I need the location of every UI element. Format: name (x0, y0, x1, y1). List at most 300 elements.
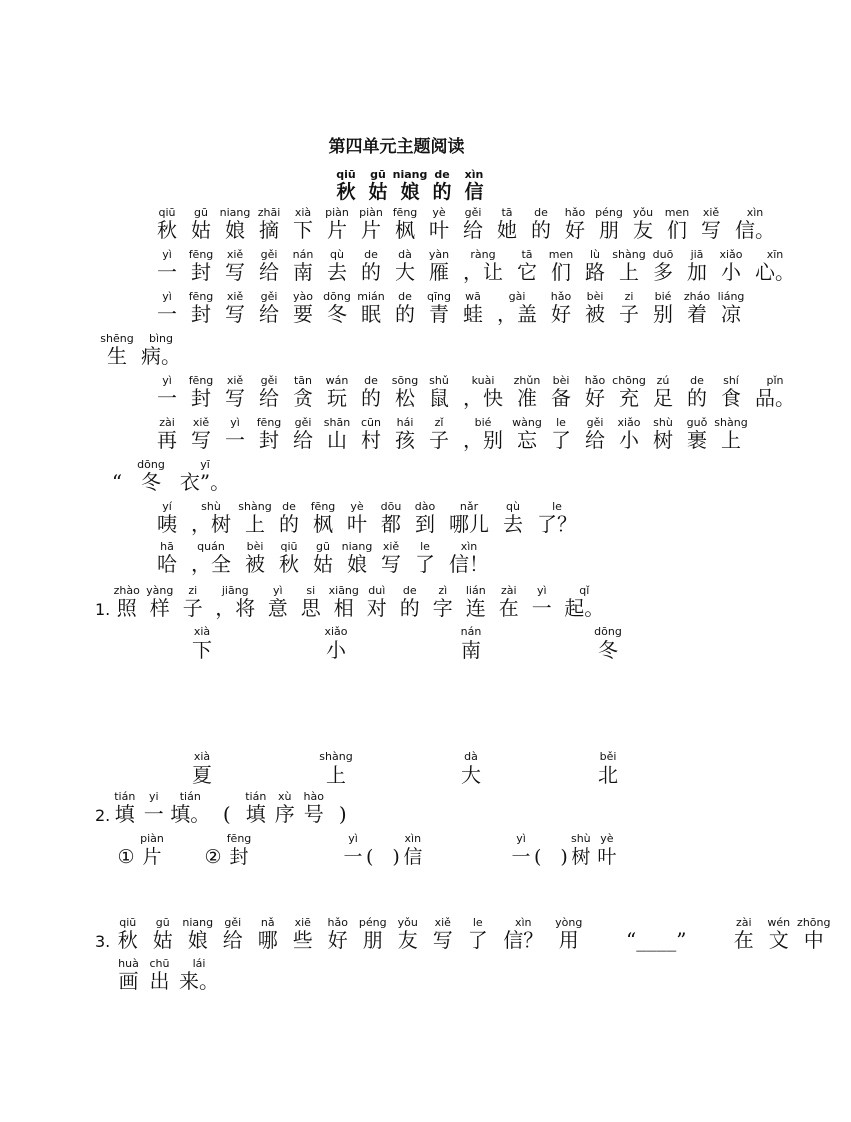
pinyin: wàng (512, 416, 542, 429)
hanzi: 充 (619, 386, 639, 410)
pinyin: yòng (555, 916, 583, 929)
hanzi: 友 (397, 928, 418, 952)
hanzi: 她 (497, 218, 517, 242)
pinyin: dōu (380, 500, 402, 513)
pinyin: gěi (260, 290, 278, 303)
hanzi: 封 (229, 846, 249, 868)
hanzi: 再 (157, 428, 177, 452)
pinyin: pǐn (766, 374, 784, 387)
pinyin: bié (474, 416, 492, 429)
pinyin: yè (350, 500, 364, 513)
pinyin: dào (414, 500, 436, 513)
pinyin: yì (162, 290, 172, 303)
hanzi: 填。 (170, 802, 211, 826)
pinyin: yī (200, 458, 210, 471)
pinyin: shàng (238, 500, 272, 513)
hanzi: 子 (429, 428, 449, 452)
hanzi: 姑 (368, 181, 388, 203)
pinyin: yì (230, 416, 240, 429)
pinyin: péng (595, 206, 623, 219)
hanzi: 信。 (735, 218, 775, 242)
hanzi: 了？ (537, 512, 577, 536)
pinyin: zhōng (797, 916, 831, 929)
pinyin: qù (506, 500, 520, 513)
hanzi: 备 (551, 386, 571, 410)
char-token (134, 332, 188, 376)
hanzi: 字 (432, 596, 453, 620)
pinyin: shàng (319, 750, 353, 763)
hanzi: 心。 (755, 260, 795, 284)
hanzi: 凉 (721, 302, 741, 326)
hanzi: 照 (116, 596, 137, 620)
char-token (366, 832, 400, 869)
fill-item (200, 832, 252, 869)
pinyin: xīn (766, 248, 784, 261)
hanzi: ，将 (215, 596, 256, 620)
pinyin: le (552, 500, 562, 513)
hanzi: 摘 (259, 218, 279, 242)
pinyin: zú (656, 374, 670, 387)
hanzi: 上 (619, 260, 639, 284)
pinyin: jiāng (221, 584, 249, 597)
pinyin: cūn (361, 416, 381, 429)
hanzi: 生 (107, 344, 127, 368)
question-3-line-2 (113, 957, 223, 1001)
hanzi: 封 (259, 428, 279, 452)
char-token (340, 832, 366, 869)
pinyin (113, 832, 139, 845)
pinyin: de (402, 584, 417, 597)
hanzi: 一 (511, 846, 531, 868)
pinyin: bìng (149, 332, 173, 345)
hanzi: 填 (114, 802, 135, 826)
pinyin: fēng (226, 832, 252, 845)
hanzi: 封 (191, 302, 211, 326)
page-title: 第四单元主题阅读 (328, 137, 465, 157)
hanzi: ，别 (463, 428, 503, 452)
pinyin: de (364, 374, 378, 387)
hanzi: 冬 (598, 638, 618, 662)
pinyin: fēng (188, 248, 214, 261)
match-char (578, 625, 638, 662)
char-token (200, 832, 226, 869)
hanzi: 要 (293, 302, 313, 326)
hanzi: 加 (687, 260, 707, 284)
pinyin: hǎo (550, 290, 572, 303)
pinyin: yì (348, 832, 358, 845)
hanzi: 一 (143, 802, 164, 826)
char-token (748, 374, 802, 418)
hanzi: 友 (633, 218, 653, 242)
pinyin: dōng (323, 290, 351, 303)
hanzi: 冬 (327, 302, 347, 326)
hanzi: 封 (191, 260, 211, 284)
hanzi: 下 (192, 638, 212, 662)
hanzi: ，全 (191, 552, 231, 576)
hanzi: 片 (327, 218, 347, 242)
pinyin: fēng (188, 374, 214, 387)
hanzi: 娘 (187, 928, 208, 952)
hanzi: “ (111, 470, 123, 494)
pinyin: hào (303, 790, 324, 803)
pinyin: gài (508, 290, 526, 303)
hanzi: 姑 (313, 552, 333, 576)
hanzi: 小 (619, 428, 639, 452)
pinyin: qiū (119, 916, 137, 929)
pinyin: ràng (470, 248, 496, 261)
match-char (306, 750, 366, 787)
pinyin: de (434, 168, 450, 181)
pinyin: dà (398, 248, 412, 261)
pinyin: si (306, 584, 316, 597)
char-token (442, 540, 496, 584)
pinyin: yè (600, 832, 614, 845)
hanzi: 枫 (395, 218, 415, 242)
char-token (551, 916, 586, 960)
pinyin: gěi (464, 206, 482, 219)
pinyin: de (690, 374, 704, 387)
char-token (748, 248, 802, 292)
hanzi: 一 (157, 386, 177, 410)
hanzi: 信 (403, 846, 423, 868)
pinyin: shù (201, 500, 221, 513)
pinyin: le (472, 916, 483, 929)
hanzi: ) (338, 802, 347, 826)
paragraph-line (150, 248, 802, 292)
hanzi: 大 (395, 260, 415, 284)
hanzi: 上 (245, 512, 265, 536)
pinyin: yǒu (632, 206, 654, 219)
hanzi: ，盖 (497, 302, 537, 326)
char-token (568, 832, 594, 869)
pinyin: yàn (428, 248, 450, 261)
hanzi: 们 (667, 218, 687, 242)
pinyin: bié (654, 290, 672, 303)
pinyin: zi (624, 290, 634, 303)
hanzi: 了 (551, 428, 571, 452)
pinyin: xiě (192, 416, 210, 429)
hanzi: 叶 (597, 846, 617, 868)
pinyin: wán (325, 374, 349, 387)
char-token (168, 790, 212, 834)
pinyin: chōng (612, 374, 646, 387)
pinyin: qǐ (579, 584, 590, 597)
hanzi: 写 (191, 428, 211, 452)
hanzi: 写 (225, 260, 245, 284)
pinyin: zi (188, 584, 198, 597)
pinyin: chū (149, 957, 170, 970)
pinyin: shēng (100, 332, 134, 345)
hanzi: 了 (467, 928, 488, 952)
pinyin: zhǔn (513, 374, 541, 387)
hanzi: 用 (558, 928, 579, 952)
hanzi: 南 (293, 260, 313, 284)
match-char (441, 625, 501, 662)
hanzi: 娘 (347, 552, 367, 576)
hanzi: 玩 (327, 386, 347, 410)
question-2 (95, 790, 357, 834)
pinyin: shù (653, 416, 673, 429)
paragraph-line (150, 206, 782, 250)
paragraph-line (150, 290, 748, 334)
pinyin: xià (294, 206, 312, 219)
char-token (226, 832, 252, 869)
fill-item (340, 832, 426, 869)
hanzi: 哈 (157, 552, 177, 576)
pinyin: xiǎo (324, 625, 348, 638)
hanzi: 多 (653, 260, 673, 284)
hanzi: 上 (326, 763, 346, 787)
hanzi: 的 (361, 386, 381, 410)
pinyin: gū (370, 168, 386, 181)
pinyin: gěi (260, 374, 278, 387)
hanzi: 写 (381, 552, 401, 576)
pinyin: niang (219, 206, 251, 219)
hanzi: 娘 (225, 218, 245, 242)
char-token (586, 916, 726, 960)
pinyin: bèi (552, 374, 570, 387)
pinyin: bèi (246, 540, 264, 553)
pinyin: yì (162, 374, 172, 387)
char-token (728, 206, 782, 250)
pinyin: běi (599, 750, 617, 763)
pinyin: zhào (113, 584, 140, 597)
pinyin: piàn (359, 206, 383, 219)
hanzi: 被 (585, 302, 605, 326)
pinyin: qiū (280, 540, 298, 553)
pinyin: piàn (140, 832, 164, 845)
question-number: 2. (95, 806, 111, 825)
pinyin: dōng (137, 458, 165, 471)
pinyin: zài (735, 916, 752, 929)
pinyin: sōng (391, 374, 419, 387)
pinyin: yǒu (397, 916, 418, 929)
pinyin: qiū (158, 206, 176, 219)
match-char (578, 750, 638, 787)
hanzi: 忘 (517, 428, 537, 452)
pinyin: yì (516, 832, 526, 845)
hanzi: 出 (149, 969, 170, 993)
char-token (139, 832, 165, 869)
pinyin: hā (160, 540, 174, 553)
pinyin: gěi (586, 416, 604, 429)
hanzi: 给 (463, 218, 483, 242)
hanzi: 树 (653, 428, 673, 452)
pinyin: yi (148, 790, 159, 803)
hanzi: 了 (415, 552, 435, 576)
hanzi: 的 (399, 596, 420, 620)
char-token (534, 832, 568, 869)
pinyin: zǐ (434, 416, 444, 429)
pinyin: de (534, 206, 548, 219)
char-token (796, 916, 831, 960)
hanzi: 娘 (400, 181, 420, 203)
hanzi: 秋 (279, 552, 299, 576)
pinyin: xiě (226, 374, 244, 387)
hanzi: ( ) (534, 846, 568, 868)
hanzi: 病。 (141, 344, 181, 368)
hanzi: ② (204, 846, 222, 868)
pinyin: nǎr (459, 500, 479, 513)
pinyin: quán (197, 540, 225, 553)
hanzi: “____” (626, 928, 687, 952)
hanzi: 连 (465, 596, 486, 620)
hanzi: 给 (259, 386, 279, 410)
pinyin: xù (278, 790, 292, 803)
hanzi: 姑 (152, 928, 173, 952)
hanzi: 枫 (313, 512, 333, 536)
hanzi: 北 (598, 763, 618, 787)
hanzi: 树 (571, 846, 591, 868)
paragraph-line (150, 374, 802, 418)
hanzi: 去 (327, 260, 347, 284)
pinyin: yì (162, 248, 172, 261)
pinyin: de (282, 500, 296, 513)
pinyin: men (548, 248, 574, 261)
hanzi: 着 (687, 302, 707, 326)
hanzi: 好 (327, 928, 348, 952)
hanzi: 序 (274, 802, 295, 826)
hanzi: 山 (327, 428, 347, 452)
pinyin: niang (182, 916, 214, 929)
hanzi: 它 (517, 260, 537, 284)
hanzi: 青 (429, 302, 449, 326)
hanzi: 思 (300, 596, 321, 620)
pinyin: shù (570, 832, 591, 845)
hanzi: 大 (461, 763, 481, 787)
hanzi: 哪儿 (449, 512, 489, 536)
match-char (441, 750, 501, 787)
paragraph-line (150, 500, 584, 544)
pinyin: men (664, 206, 690, 219)
hanzi: 的 (687, 386, 707, 410)
match-char (306, 625, 366, 662)
hanzi: 秋 (117, 928, 138, 952)
pinyin: qù (330, 248, 344, 261)
hanzi: ，快 (463, 386, 503, 410)
hanzi: 一 (157, 302, 177, 326)
pinyin: hái (396, 416, 414, 429)
pinyin: hǎo (584, 374, 606, 387)
hanzi: 品。 (755, 386, 795, 410)
hanzi: 朋 (599, 218, 619, 242)
pinyin: yí (162, 500, 172, 513)
hanzi: 们 (551, 260, 571, 284)
pinyin: xiǎo (719, 248, 743, 261)
hanzi: 路 (585, 260, 605, 284)
hanzi: 中 (803, 928, 824, 952)
paragraph-line (100, 458, 242, 502)
hanzi: 的 (279, 512, 299, 536)
hanzi: 相 (333, 596, 354, 620)
pinyin: wén (767, 916, 791, 929)
pinyin: tián (114, 790, 136, 803)
hanzi: 眠 (361, 302, 381, 326)
pinyin: nán (460, 625, 482, 638)
pinyin: tián (179, 790, 201, 803)
hanzi: 叶 (429, 218, 449, 242)
pinyin: fēng (392, 206, 418, 219)
hanzi: 意 (267, 596, 288, 620)
hanzi: 贪 (293, 386, 313, 410)
hanzi: 好 (585, 386, 605, 410)
hanzi: ( ) (366, 846, 400, 868)
hanzi: 写 (432, 928, 453, 952)
hanzi: 一 (531, 596, 552, 620)
pinyin: gěi (224, 916, 242, 929)
pinyin: nán (292, 248, 314, 261)
hanzi: 下 (293, 218, 313, 242)
hanzi: 姑 (191, 218, 211, 242)
hanzi: 哪 (257, 928, 278, 952)
hanzi: 起。 (564, 596, 605, 620)
pinyin: xiě (226, 290, 244, 303)
hanzi: 上 (721, 428, 741, 452)
pinyin: zài (500, 584, 517, 597)
pinyin: xìn (514, 916, 532, 929)
hanzi: 的 (361, 260, 381, 284)
pinyin: le (556, 416, 566, 429)
hanzi: 足 (653, 386, 673, 410)
pinyin: xìn (464, 168, 484, 181)
pinyin: xiǎo (617, 416, 641, 429)
char-token (508, 832, 534, 869)
char-token (113, 832, 139, 869)
hanzi: 的 (395, 302, 415, 326)
match-char (172, 750, 232, 787)
pinyin: xìn (460, 540, 478, 553)
pinyin: xiě (226, 248, 244, 261)
hanzi: 写 (225, 386, 245, 410)
pinyin: jiā (690, 248, 704, 261)
hanzi: 衣”。 (179, 470, 231, 494)
pinyin: shàng (714, 416, 748, 429)
hanzi: 封 (191, 386, 211, 410)
pinyin: niang (341, 540, 373, 553)
pinyin: kuài (471, 374, 495, 387)
pinyin: hǎo (564, 206, 586, 219)
hanzi: 给 (293, 428, 313, 452)
hanzi: 食 (721, 386, 741, 410)
hanzi: 信？ (503, 928, 544, 952)
hanzi: 在 (498, 596, 519, 620)
hanzi: 鼠 (429, 386, 449, 410)
pinyin: xiě (382, 540, 400, 553)
hanzi: 对 (366, 596, 387, 620)
pinyin: wā (465, 290, 481, 303)
pinyin: liáng (717, 290, 745, 303)
hanzi: 写 (701, 218, 721, 242)
pinyin: fēng (256, 416, 282, 429)
char-token (400, 832, 426, 869)
hanzi: ，树 (191, 512, 231, 536)
pinyin: hǎo (327, 916, 348, 929)
hanzi: ，让 (463, 260, 503, 284)
pinyin: péng (358, 916, 387, 929)
hanzi: 子 (182, 596, 203, 620)
pinyin: lái (192, 957, 206, 970)
pinyin: fēng (310, 500, 336, 513)
hanzi: 南 (461, 638, 481, 662)
hanzi: 咦 (157, 512, 177, 536)
hanzi: 去 (503, 512, 523, 536)
hanzi: 给 (259, 302, 279, 326)
pinyin: fēng (188, 290, 214, 303)
pinyin: zì (438, 584, 448, 597)
pinyin: tā (501, 206, 513, 219)
char-token (714, 416, 748, 460)
hanzi: 来。 (179, 969, 219, 993)
